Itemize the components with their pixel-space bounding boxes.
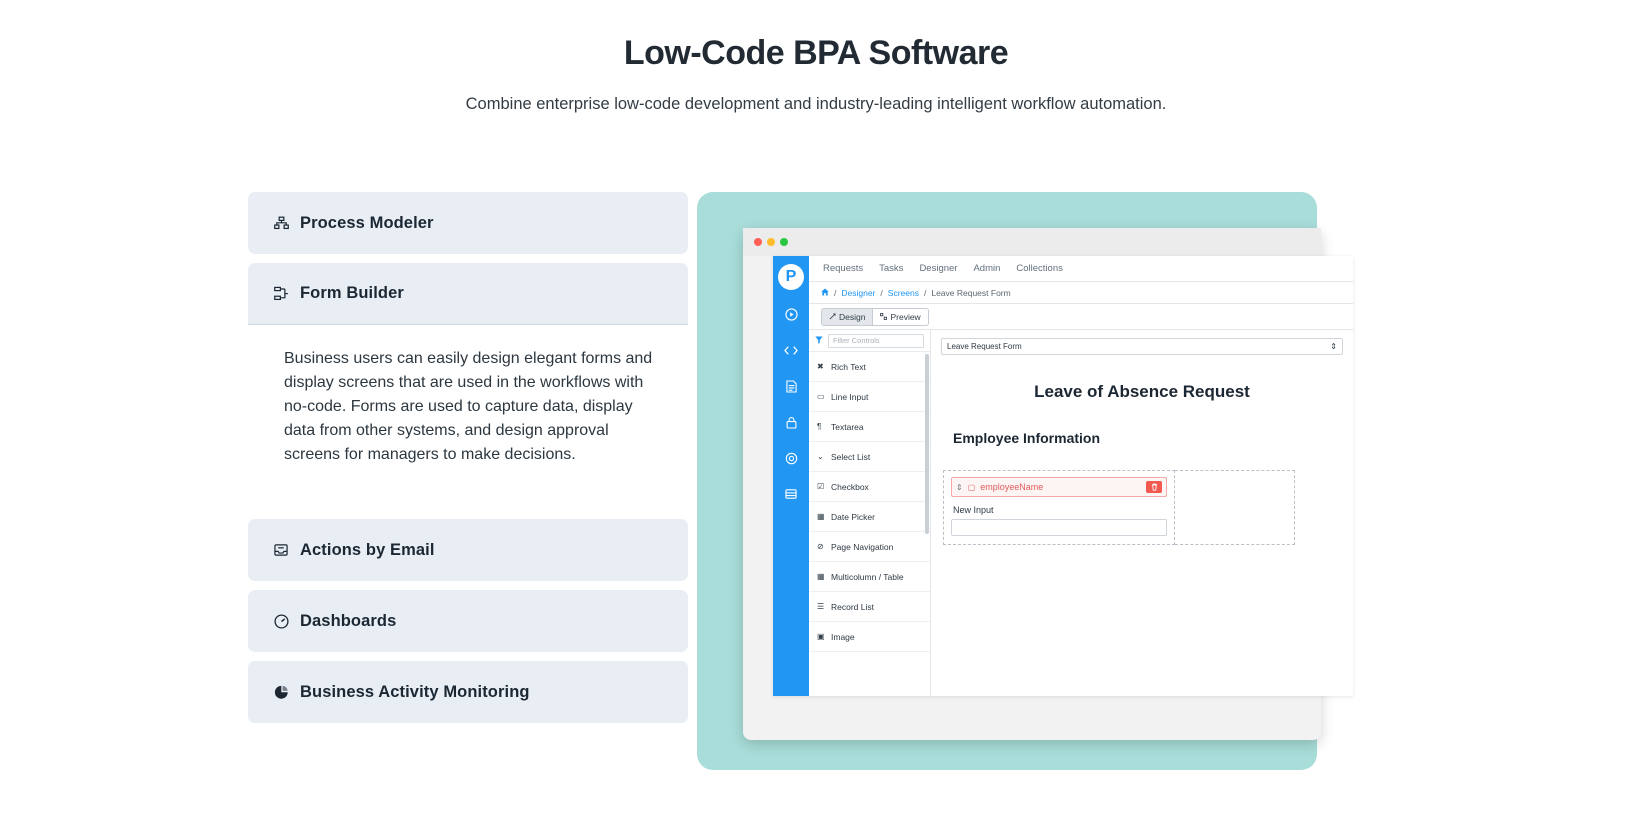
- filter-icon[interactable]: [815, 336, 823, 346]
- breadcrumb: [809, 282, 1353, 304]
- palette-item-label: Textarea: [831, 421, 864, 432]
- app-topnav: [809, 256, 1353, 282]
- tab-preview-label: Preview: [890, 311, 921, 322]
- browser-titlebar: [743, 228, 1321, 256]
- palette-item-select-list[interactable]: [809, 442, 930, 472]
- palette-item-multicolumn-table[interactable]: [809, 562, 930, 592]
- updown-chevrons-icon: ⇕: [1330, 342, 1337, 351]
- palette-item-checkbox[interactable]: [809, 472, 930, 502]
- accordion-item-dashboards[interactable]: [248, 590, 688, 652]
- form-canvas: [931, 330, 1353, 696]
- app-sidebar-rail: [773, 256, 809, 696]
- document-icon[interactable]: [779, 374, 803, 398]
- topnav-item-requests[interactable]: Requests: [823, 263, 864, 274]
- palette-item-page-navigation[interactable]: [809, 532, 930, 562]
- breadcrumb-item-screens[interactable]: Screens: [887, 287, 919, 298]
- form-field-employee-name[interactable]: [943, 470, 1175, 545]
- palette-item-image[interactable]: [809, 622, 930, 652]
- accordion-label: Dashboards: [300, 611, 397, 630]
- checkbox-icon: ☑: [817, 481, 825, 491]
- topnav-item-designer[interactable]: Designer: [919, 263, 958, 274]
- accordion-item-business-activity-monitoring[interactable]: [248, 661, 688, 723]
- home-icon[interactable]: [821, 288, 829, 298]
- palette-item-textarea[interactable]: [809, 412, 930, 442]
- preview-icon: [880, 312, 887, 322]
- page-title: Low-Code BPA Software: [623, 34, 1009, 72]
- tab-preview[interactable]: [873, 308, 928, 326]
- palette-item-rich-text[interactable]: [809, 352, 930, 382]
- palette-item-date-picker[interactable]: [809, 502, 930, 532]
- database-icon[interactable]: [779, 482, 803, 506]
- palette-item-label: Page Navigation: [831, 541, 894, 552]
- form-field-header: [951, 477, 1167, 497]
- window-close-dot[interactable]: [754, 238, 762, 246]
- accordion-label: Business Activity Monitoring: [300, 682, 530, 701]
- select-list-icon: ⌄: [817, 451, 824, 461]
- topnav-item-collections[interactable]: Collections: [1016, 263, 1063, 274]
- navigation-icon: ⊘: [817, 541, 824, 551]
- product-screenshot: [697, 192, 1337, 770]
- gear-icon[interactable]: [779, 446, 803, 470]
- form-select[interactable]: [941, 338, 1343, 355]
- gauge-icon: [274, 614, 300, 629]
- palette-item-label: Checkbox: [831, 481, 869, 492]
- topnav-item-tasks[interactable]: Tasks: [879, 263, 904, 274]
- app-main: [809, 256, 1353, 696]
- app-window: [773, 256, 1353, 696]
- form-select-value: Leave Request Form: [947, 342, 1022, 351]
- code-icon[interactable]: [779, 338, 803, 362]
- breadcrumb-item-current: Leave Request Form: [931, 287, 1011, 298]
- play-circle-icon[interactable]: [779, 302, 803, 326]
- browser-window: [743, 228, 1337, 740]
- field-square-icon: ▢: [967, 482, 976, 492]
- image-icon: ▣: [817, 631, 825, 641]
- palette-item-label: Multicolumn / Table: [831, 571, 904, 582]
- breadcrumb-sep: /: [923, 287, 927, 298]
- content-area: [0, 192, 1632, 812]
- pie-chart-icon: [274, 685, 300, 700]
- record-list-icon: ☰: [817, 601, 825, 611]
- palette-list: [809, 352, 930, 696]
- accordion-label: Actions by Email: [300, 540, 435, 559]
- form-section-heading: Employee Information: [953, 430, 1101, 446]
- palette-item-label: Date Picker: [831, 511, 875, 522]
- inbox-icon: [274, 543, 300, 557]
- form-heading: Leave of Absence Request: [1034, 382, 1250, 401]
- page-root: [0, 34, 1632, 832]
- calendar-icon: ▦: [817, 511, 825, 521]
- form-field-row: [943, 470, 1353, 545]
- form-branch-icon: [274, 286, 300, 301]
- lock-icon[interactable]: [779, 410, 803, 434]
- palette-filter-row: [809, 330, 930, 352]
- palette-item-label: Select List: [831, 451, 871, 462]
- page-subtitle: Combine enterprise low-code development and industry-leading intelligent workflow automation.: [465, 95, 1167, 113]
- form-field-name: employeeName: [980, 482, 1044, 492]
- accordion-body-form-builder: Business users can easily design elegant forms and display screens that are used in the workflows with no-code. Forms are used to capture data, display data from other systems, and design approval screens for managers to make decisions.: [248, 325, 688, 497]
- breadcrumb-sep: /: [834, 287, 837, 298]
- palette-item-record-list[interactable]: [809, 592, 930, 622]
- tab-design-label: Design: [839, 311, 866, 322]
- window-maximize-dot[interactable]: [780, 238, 788, 246]
- breadcrumb-sep: /: [880, 287, 883, 298]
- wand-icon: [829, 312, 836, 322]
- palette-item-label: Line Input: [831, 391, 869, 402]
- form-field-label: New Input: [953, 505, 994, 515]
- accordion-label: Form Builder: [300, 284, 404, 302]
- designer-workarea: [809, 330, 1353, 696]
- window-minimize-dot[interactable]: [767, 238, 775, 246]
- table-icon: ▦: [817, 571, 825, 581]
- trash-icon[interactable]: [1146, 481, 1162, 493]
- palette-item-label: Image: [831, 631, 855, 642]
- designer-tabbar: [809, 304, 1353, 330]
- palette-item-label: Rich Text: [831, 361, 866, 372]
- line-input-icon: ▭: [817, 391, 825, 401]
- app-logo: P: [778, 264, 804, 290]
- accordion-item-actions-by-email[interactable]: [248, 519, 688, 581]
- form-field-input[interactable]: [951, 519, 1167, 536]
- controls-palette: [809, 330, 931, 696]
- palette-scrollbar[interactable]: [925, 354, 929, 534]
- rich-text-icon: ✖: [817, 361, 824, 371]
- feature-accordion: [248, 192, 688, 732]
- palette-filter-input[interactable]: Filter Controls: [828, 334, 924, 348]
- textarea-icon: ¶: [817, 421, 822, 431]
- palette-item-label: Record List: [831, 601, 874, 612]
- topnav-item-admin[interactable]: Admin: [973, 263, 1001, 274]
- drag-handle-icon[interactable]: ⇕: [956, 482, 963, 492]
- accordion-item-form-builder[interactable]: [248, 263, 688, 325]
- accordion-label: Process Modeler: [300, 213, 434, 232]
- tab-design[interactable]: [821, 308, 873, 326]
- accordion-item-process-modeler[interactable]: [248, 192, 688, 254]
- form-field-placeholder-slot[interactable]: [1175, 470, 1295, 545]
- sitemap-icon: [274, 216, 300, 230]
- accordion-spacer: [248, 497, 688, 519]
- palette-item-line-input[interactable]: [809, 382, 930, 412]
- breadcrumb-item-designer[interactable]: Designer: [841, 287, 876, 298]
